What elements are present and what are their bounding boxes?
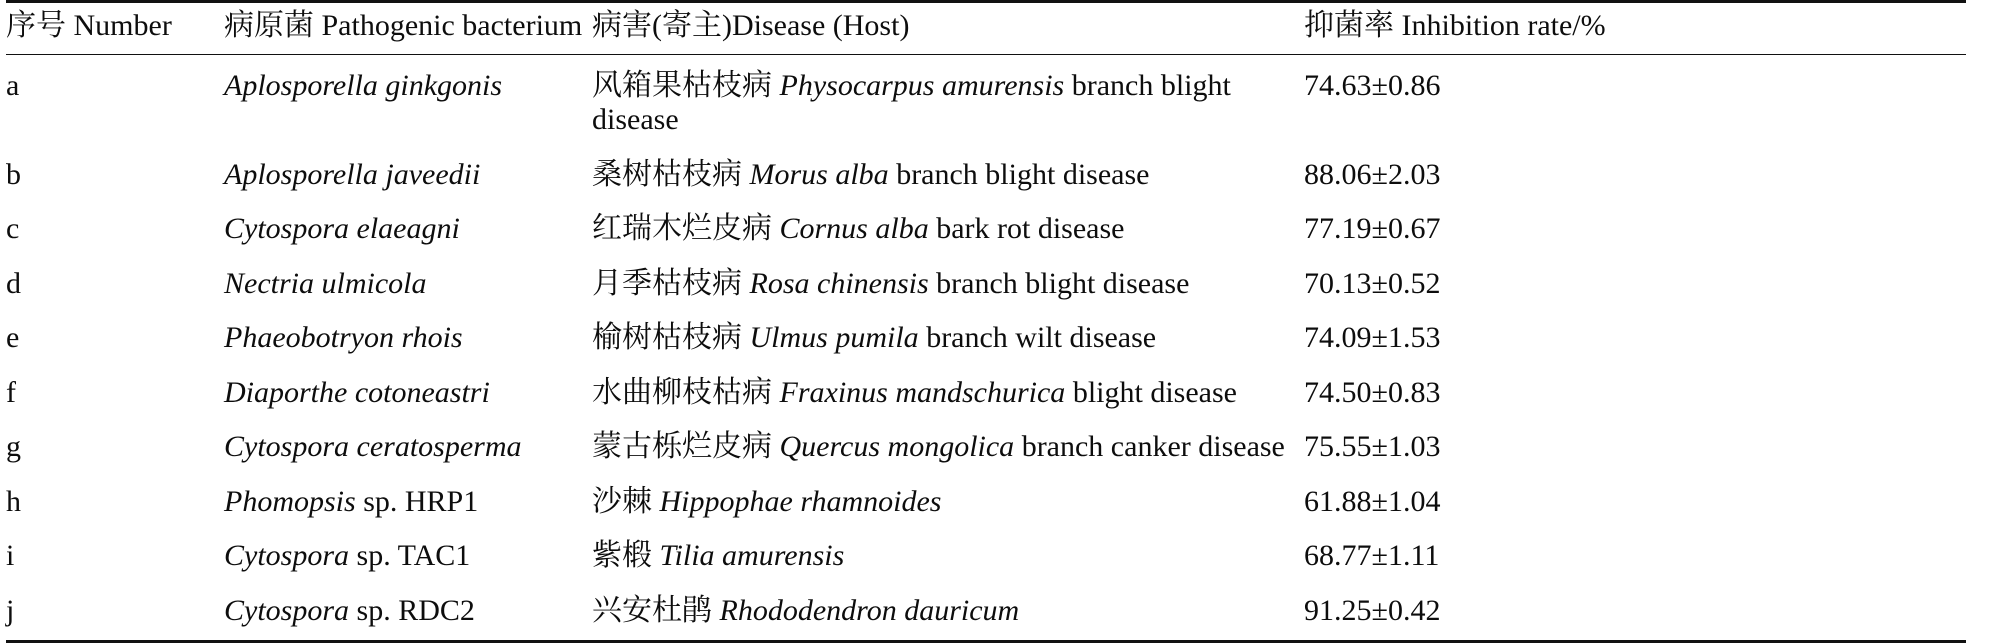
pathogen-species-name: Diaporthe cotoneastri	[224, 375, 490, 409]
cell-number: j	[6, 593, 15, 627]
disease-name-cjk: 红瑞木烂皮病	[592, 212, 780, 245]
host-species-name: Rosa chinensis	[749, 266, 929, 300]
pathogen-strain-suffix: sp. TAC1	[349, 539, 471, 572]
cell-number: f	[6, 375, 16, 409]
pathogen-species-name: Aplosporella ginkgonis	[224, 68, 503, 102]
cell-pathogen	[224, 475, 592, 530]
disease-description-suffix: branch blight disease	[928, 266, 1190, 300]
cell-pathogen	[224, 202, 592, 257]
disease-name-cjk: 榆树枯枝病	[592, 321, 750, 354]
cell-number: e	[6, 321, 20, 354]
cell-disease-host	[592, 257, 1304, 312]
cell-pathogen	[224, 311, 592, 366]
column-header-pathogen: 病原菌 Pathogenic bacterium	[224, 9, 583, 42]
host-species-name: Physocarpus amurensis	[779, 68, 1065, 102]
pathogen-species-name: Cytospora	[224, 539, 350, 572]
cell-number: g	[6, 430, 21, 463]
disease-description-suffix: branch canker disease	[1014, 430, 1285, 463]
cell-disease-host	[592, 54, 1304, 148]
disease-name-cjk: 月季枯枝病	[592, 266, 750, 300]
cell-inhibition-rate: 61.88±1.04	[1304, 484, 1441, 518]
disease-name-cjk: 水曲柳枝枯病	[592, 375, 780, 409]
table-row	[6, 529, 1966, 584]
cell-pathogen	[224, 148, 592, 203]
cell-pathogen	[224, 584, 592, 642]
cell-number: b	[6, 157, 21, 191]
cell-number: c	[6, 212, 20, 245]
cell-inhibition-rate: 68.77±1.11	[1304, 539, 1440, 572]
pathogen-strain-suffix: sp. RDC2	[349, 593, 475, 627]
table-body	[6, 54, 1966, 642]
pathogen-species-name: Cytospora ceratosperma	[224, 430, 522, 463]
cell-disease-host	[592, 311, 1304, 366]
cell-disease-host	[592, 529, 1304, 584]
cell-inhibition-rate: 91.25±0.42	[1304, 593, 1441, 627]
cell-number: i	[6, 539, 15, 572]
disease-name-cjk: 桑树枯枝病	[592, 157, 750, 191]
column-header-disease: 病害(寄主)Disease (Host)	[592, 9, 910, 42]
host-species-name: Fraxinus mandschurica	[779, 375, 1066, 409]
cell-disease-host	[592, 475, 1304, 530]
pathogen-species-name: Phaeobotryon rhois	[224, 321, 463, 354]
table-row	[6, 257, 1966, 312]
disease-description-suffix: branch wilt disease	[918, 321, 1157, 354]
disease-description-suffix: bark rot disease	[928, 212, 1125, 245]
cell-pathogen	[224, 529, 592, 584]
host-species-name: Tilia amurensis	[659, 539, 845, 572]
cell-disease-host	[592, 420, 1304, 475]
table-row	[6, 148, 1966, 203]
cell-pathogen	[224, 366, 592, 421]
cell-number: a	[6, 68, 20, 102]
table-row	[6, 54, 1966, 148]
cell-disease-host	[592, 148, 1304, 203]
host-species-name: Hippophae rhamnoides	[659, 484, 942, 518]
cell-inhibition-rate: 74.50±0.83	[1304, 375, 1441, 409]
host-species-name: Quercus mongolica	[779, 430, 1015, 463]
disease-name-cjk: 风箱果枯枝病	[592, 68, 780, 102]
host-species-name: Cornus alba	[779, 212, 929, 245]
disease-name-cjk: 紫椴	[592, 539, 660, 572]
disease-name-cjk: 沙棘	[592, 484, 660, 518]
host-species-name: Ulmus pumila	[749, 321, 919, 354]
host-species-name: Rhododendron dauricum	[719, 593, 1020, 627]
table-row	[6, 420, 1966, 475]
column-header-number: 序号 Number	[6, 9, 172, 42]
pathogen-species-name: Cytospora	[224, 593, 350, 627]
table-row	[6, 202, 1966, 257]
host-species-name: Morus alba	[749, 157, 889, 191]
disease-description-suffix: branch blight disease	[592, 68, 1231, 136]
table-row	[6, 584, 1966, 642]
disease-description-suffix: branch blight disease	[888, 157, 1150, 191]
cell-pathogen	[224, 420, 592, 475]
pathogen-inhibition-table	[6, 0, 1966, 643]
disease-description-suffix: blight disease	[1065, 375, 1237, 409]
table-header	[6, 2, 1966, 55]
table-row	[6, 475, 1966, 530]
cell-pathogen	[224, 54, 592, 148]
cell-inhibition-rate: 88.06±2.03	[1304, 157, 1441, 191]
pathogen-species-name: Aplosporella javeedii	[224, 157, 481, 191]
cell-disease-host	[592, 366, 1304, 421]
table-row	[6, 366, 1966, 421]
pathogen-species-name: Cytospora elaeagni	[224, 212, 460, 245]
cell-number: d	[6, 266, 21, 300]
table-header-row	[6, 2, 1966, 55]
cell-inhibition-rate: 74.09±1.53	[1304, 321, 1441, 354]
pathogen-strain-suffix: sp. HRP1	[355, 484, 479, 518]
pathogen-species-name: Phomopsis	[224, 484, 356, 518]
cell-inhibition-rate: 70.13±0.52	[1304, 266, 1441, 300]
pathogen-species-name: Nectria ulmicola	[224, 266, 427, 300]
cell-inhibition-rate: 77.19±0.67	[1304, 212, 1441, 245]
column-header-inhibition-rate: 抑菌率 Inhibition rate/%	[1304, 9, 1606, 42]
cell-pathogen	[224, 257, 592, 312]
cell-disease-host	[592, 202, 1304, 257]
cell-inhibition-rate: 74.63±0.86	[1304, 68, 1441, 102]
table-row	[6, 311, 1966, 366]
cell-inhibition-rate: 75.55±1.03	[1304, 430, 1441, 463]
disease-name-cjk: 蒙古栎烂皮病	[592, 430, 780, 463]
disease-name-cjk: 兴安杜鹃	[592, 593, 720, 627]
cell-disease-host	[592, 584, 1304, 642]
cell-number: h	[6, 484, 21, 518]
